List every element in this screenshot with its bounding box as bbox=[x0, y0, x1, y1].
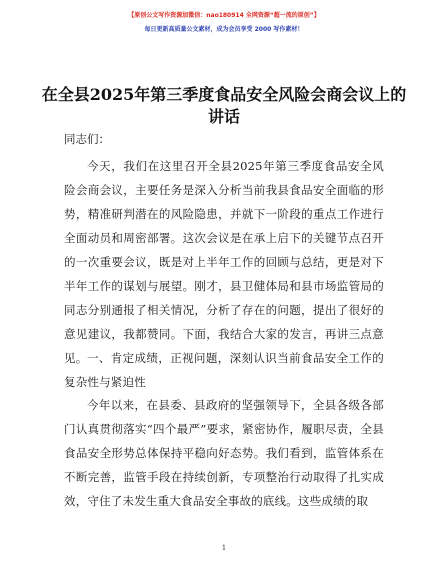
paragraph-1: 今天，我们在这里召开全县2025年第三季度食品安全风险会商会议，主要任务是深入分析当前我县食品安全面临的形势，精准研判潜在的风险隐患，并就下一阶段的重点工作进行全面动员和周密部署。这次会议是在承上启下的关键节点召开的一次重要会议，既是对上半年工作的回顾与总结，更是对下半年工作的谋划与展望。刚才，县卫健体局和县市场监管局的同志分别通报了相关情况，分析了存在的问题，提出了很好的意见建议，我都赞同。下面，我结合大家的发言，再讲三点意见。 bbox=[64, 159, 384, 365]
promo-line-2: 每日更新高质量公文素材，成为会员享受 2000 写作素材！ bbox=[144, 26, 304, 33]
paragraph-2: 今年以来，在县委、县政府的坚强领导下，全县各级各部门认真贯彻落实“四个最严”要求，紧密协作，履职尽责，全县食品安全形势总体保持平稳向好态势。我们看到，监管体系在不断完善，监管手段在持续创新，专项整治行动取得了扎实成效，守住了未发生重大食品安全事故的底线。这些成绩的取 bbox=[64, 398, 384, 508]
section-heading-text: 一、肯定成绩，正视问题，深刻认识当前食品安全工作的复杂性与紧迫性 bbox=[64, 351, 384, 389]
salutation: 同志们： bbox=[64, 132, 110, 146]
document-title: 在全县2025年第三季度食品安全风险会商会议上的讲话 bbox=[41, 85, 407, 126]
promo-banner bbox=[0, 9, 448, 37]
body-paragraph bbox=[64, 393, 384, 513]
page-number: 1 bbox=[221, 544, 227, 552]
promo-line-1: 【原创公文写作资源加微信：nao180914 全网资源“超一流的原创”】 bbox=[128, 12, 320, 19]
intro-paragraph bbox=[64, 154, 384, 370]
section-heading-1 bbox=[64, 346, 384, 394]
